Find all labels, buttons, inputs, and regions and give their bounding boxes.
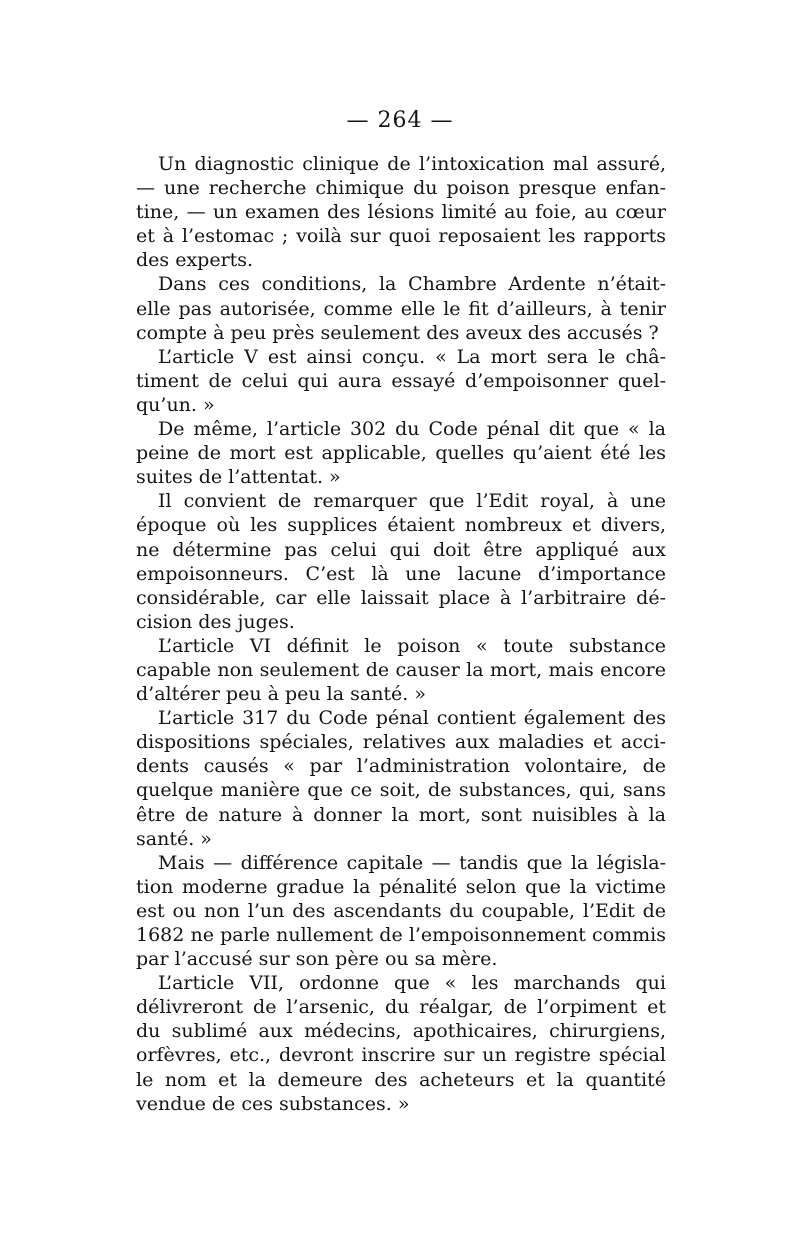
paragraph-edit-royal: Il convient de remarquer que l’Edit royal, à une époque où les supplices étaient nombreux et divers, ne détermine pas celui qui doit être appliqué aux empoisonneurs. C’est là une lacune d’importance considérable, car elle laissait place à l’arbitraire décision des juges. — [136, 490, 666, 633]
paragraph-article-302: De même, l’article 302 du Code pénal dit que « la peine de mort est applicable, quelles qu’aient été les suites de l’attentat. » — [136, 418, 666, 489]
paragraph-difference-capitale: Mais — différence capitale — tandis que la législation moderne gradue la pénalité selon que la victime est ou non l’un des ascendants du coupable, l’Edit de 1682 ne parle nullement de l’empoisonnement commis par l’accusé sur son père ou sa mère. — [136, 851, 666, 971]
paragraph-article-v: L’article V est ainsi conçu. « La mort sera le châtiment de celui qui aura essayé d’empoisonner quelqu’un. » — [136, 345, 666, 416]
paragraph-article-317: L’article 317 du Code pénal contient également des dispositions spéciales, relatives aux maladies et accidents causés « par l’administration volontaire, de quelque manière que ce soit, de substances, qui, sans être de nature à donner la mort, sont nuisibles à la santé. » — [136, 707, 666, 850]
paragraph-article-vii: L’article VII, ordonne que « les marchands qui délivreront de l’arsenic, du réalgar, de l’orpiment et du sublimé aux médecins, apothicaires, chirurgiens, orfèvres, etc., devront inscrire sur un registre spécial le nom et la demeure des acheteurs et la quantité vendue de ces substances. » — [136, 972, 666, 1115]
page-number: — 264 — — [346, 108, 454, 133]
paragraph-chambre-ardente: Dans ces conditions, la Chambre Ardente n’était-elle pas autorisée, comme elle le fit d’ailleurs, à tenir compte à peu près seulement des aveux des accusés ? — [136, 273, 666, 344]
paragraph-article-vi: L’article VI définit le poison « toute substance capable non seulement de causer la mort, mais encore d’altérer peu à peu la santé. » — [136, 634, 666, 706]
paragraph-diagnostic: Un diagnostic clinique de l’intoxication mal assuré, — une recherche chimique du poison presque enfantine, — un examen des lésions limité au foie, au cœur et à l’estomac ; voilà sur quoi reposaient les rapports des experts. — [136, 153, 666, 272]
page-body — [136, 152, 666, 1116]
